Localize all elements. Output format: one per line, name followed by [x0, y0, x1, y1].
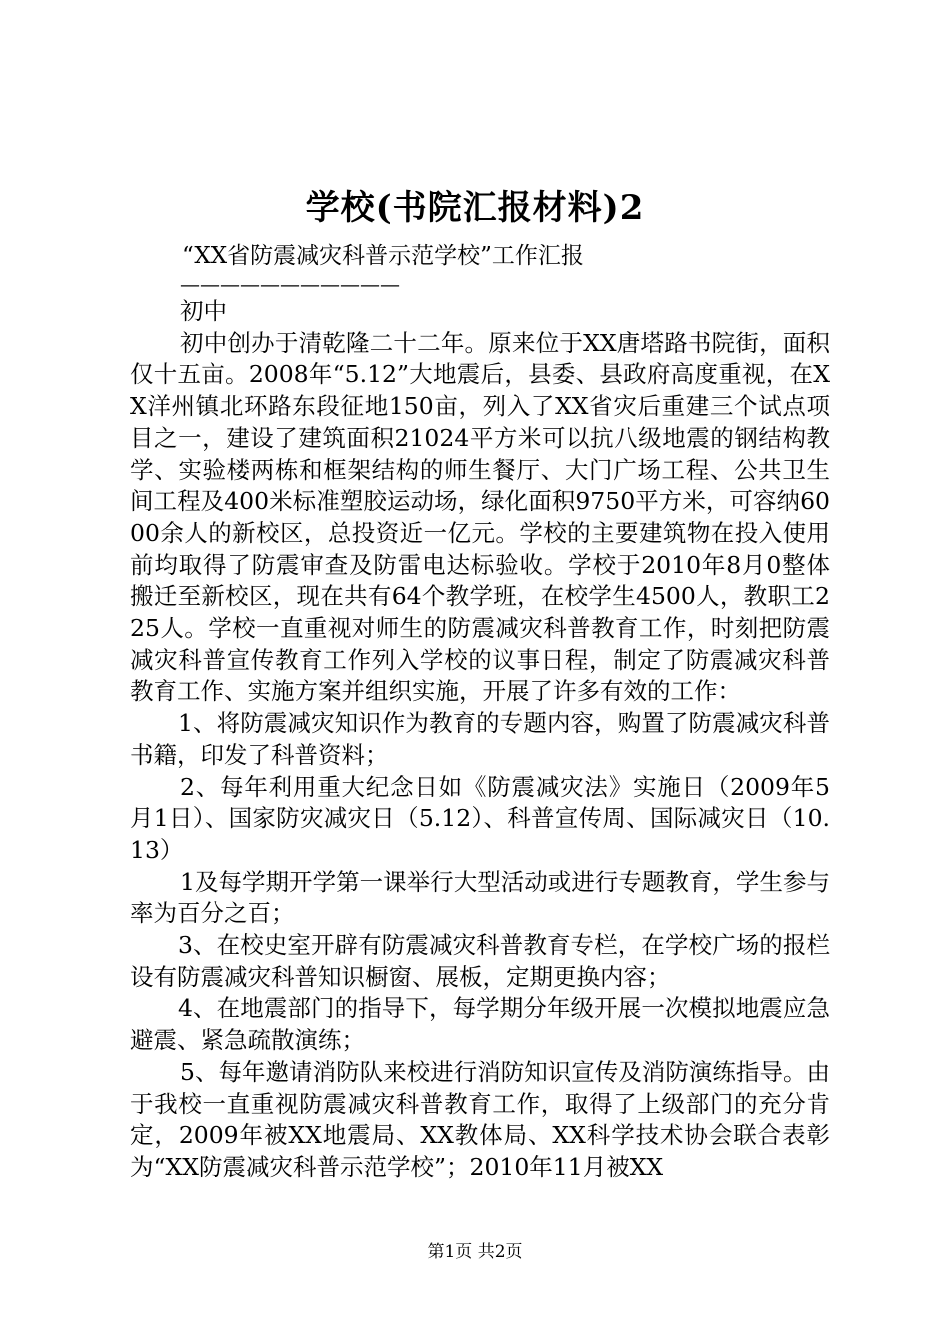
paragraph-heading: 初中	[180, 297, 227, 325]
separator-line: ———————————	[180, 272, 400, 296]
document-title: 学校(书院汇报材料)2	[305, 188, 645, 228]
page-footer: 第1页 共2页	[427, 1242, 523, 1262]
paragraph-item-5: 5、每年邀请消防队来校进行消防知识宣传及消防演练指导。由于我校一直重视防震减灾科普教育工作，取得了上级部门的充分肯定，2009年被XX地震局、XX教体局、XX科学技术协会联合表彰为“XX防震减灾科普示范学校”；2010年11月被XX	[130, 1057, 830, 1181]
paragraph-item-2: 2、每年利用重大纪念日如《防震减灾法》实施日（2009年5月1日）、国家防灾减灾日（5.12）、科普宣传周、国际减灾日（10.13）	[130, 772, 830, 864]
paragraph-intro: 初中创办于清乾隆二十二年。原来位于XX唐塔路书院街，面积仅十五亩。2008年“5.12”大地震后，县委、县政府高度重视，在XX洋州镇北环路东段征地150亩，列入了XX省灾后重建三个试点项目之一，建设了建筑面积21024平方米可以抗八级地震的钢结构教学、实验楼两栋和框架结构的师生餐厅、大门广场工程、公共卫生间工程及400米标准塑胶运动场，绿化面积9750平方米，可容纳6000余人的新校区，总投资近一亿元。学校的主要建筑物在投入使用前均取得了防震审查及防雷电达标验收。学校于2010年8月0整体搬迁至新校区，现在共有64个教学班，在校学生4500人，教职工225人。学校一直重视对师生的防震减灾科普教育工作，时刻把防震减灾科普宣传教育工作列入学校的议事日程，制定了防震减灾科普教育工作、实施方案并组织实施，开展了许多有效的工作：	[130, 328, 830, 706]
paragraph-item-1: 1、将防震减灾知识作为教育的专题内容，购置了防震减灾科普书籍，印发了科普资料；	[130, 709, 830, 769]
paragraph-item-4: 4、在地震部门的指导下，每学期分年级开展一次模拟地震应急避震、紧急疏散演练；	[130, 994, 830, 1055]
document-subtitle: “XX省防震减灾科普示范学校”工作汇报	[182, 243, 584, 269]
paragraph-item-2-cont: 1及每学期开学第一课举行大型活动或进行专题教育，学生参与率为百分之百；	[130, 867, 830, 928]
paragraph-item-3: 3、在校史室开辟有防震减灾科普教育专栏，在学校广场的报栏设有防震减灾科普知识橱窗、展板，定期更换内容；	[130, 931, 830, 991]
document-body	[130, 296, 830, 1184]
